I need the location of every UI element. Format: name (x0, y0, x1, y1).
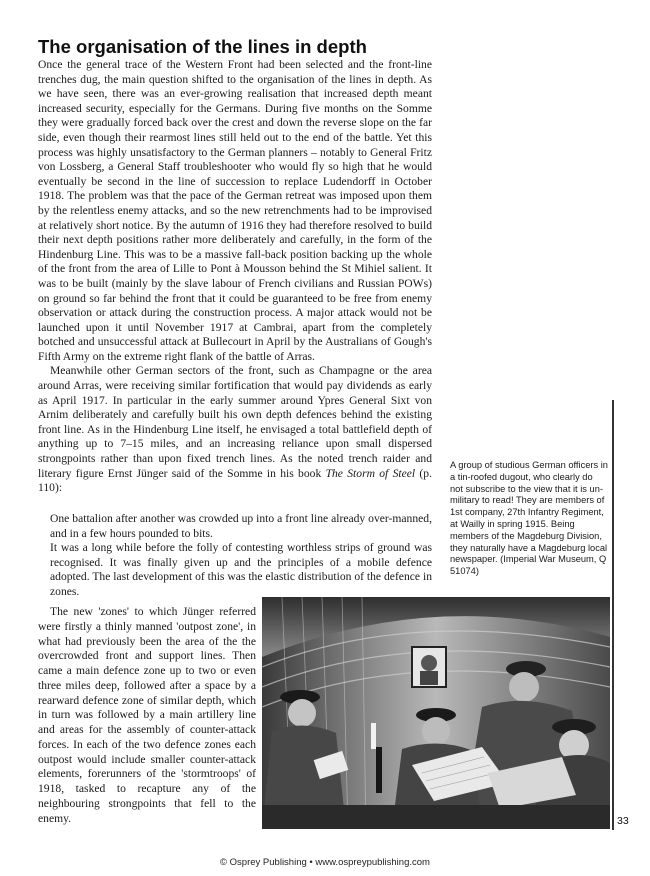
book-reference: (p. 110): (38, 466, 432, 495)
photo-illustration (262, 597, 610, 829)
block-quote (50, 512, 432, 600)
quote-paragraph-1: One battalion after another was crowded up into a front line already over-manned, and in a few hours pounded to bits. (50, 512, 432, 540)
photo-caption: A group of studious German officers in a tin-roofed dugout, who clearly do not subscribe to the view that it is un-military to read! They are members of 1st company, 27th Infantry Regiment, at Wailly in spring 1915. Being members of the Magdeburg Division, they naturally have a Magdeburg local newspaper. (Imperial War Museum, Q 51074) (450, 460, 608, 577)
quote-paragraph-2: It was a long while before the folly of contesting worthless strips of ground was recognised. It was finally given up and the principles of a mobile defence adopted. The last development of this was the elastic distribution of the defence in zones. (50, 541, 432, 598)
dugout-photograph (262, 597, 610, 829)
margin-rule (612, 400, 614, 830)
paragraph-2 (38, 364, 432, 495)
section-heading: The organisation of the lines in depth (38, 36, 367, 57)
lower-text-column (38, 605, 256, 826)
publisher-footer: © Osprey Publishing • www.ospreypublishing.com (220, 857, 430, 868)
zones-paragraph: The new 'zones' to which Jünger referred were firstly a thinly manned 'outpost zone', in what had previously been the area of the the overcrowded front and support lines. Then came a main defence zone up to two or even three miles deep, followed after a space by a rearward defence zone of similar depth, which in turn was followed by a main artillery line and areas for the assembly of counter-attack forces. In each of the two defence zones each outpost would include smaller counter-attack elements, forerunners of the 'stormtroops' of 1918, tasked to recapture any of the neighbouring strongpoints that fell to the enemy. (38, 605, 256, 825)
page-number: 33 (617, 815, 629, 827)
paragraph-2-text: Meanwhile other German sectors of the front, such as Champagne or the area around Arras, were receiving similar fortification that would pay dividends as early as April 1917. In particular in the early summer around Ypres General Sixt von Arnim deliberately and carefully built his own depth defences behind the existing front line. As in the Hindenburg Line itself, he envisaged a total battlefield depth of anything up to 7–15 miles, and an increasing reliance upon small dispersed strongpoints rather than upon fixed trench lines. As the noted trench raider and literary figure Ernst Jünger said of the Somme in his book (38, 364, 432, 480)
main-text-column (38, 58, 432, 496)
book-title: The Storm of Steel (325, 466, 416, 480)
paragraph-1: Once the general trace of the Western Front had been selected and the front-line trenches dug, the main question shifted to the organisation of the lines in depth. As we have seen, there was an ever-growing realisation that increased depth meant increased security, especially for the Germans. During five months on the Somme they were gradually forced back over the crest and down the reverse slope on the far side, even though their rearmost lines still held out to the end of the battle. Yet this process was highly unsatisfactory to the German planners – notably to General Fritz von Lossberg, a General Staff troubleshooter who would fly so high that he would eventually be second in the line of succession to replace Ludendorff in October 1918. The problem was that the pace of the German retreat was imposed upon them by the relentless enemy attacks, and so the new retrenchments had to be improvised at relatively short notice. By the autumn of 1916 they had therefore resolved to build their next depth positions rather more deliberately and carefully, in the form of the Hindenburg Line. This was to be a massive fall-back position backing up the whole of the front from the area of Lille to Pont à Mousson behind the St Mihiel salient. It was to be built (mainly by the slave labour of French civilians and Russian POWs) on ground so far behind the front that it could be guaranteed to be free from enemy observation or attack during the construction process. A major attack would not be launched upon it until November 1917 at Cambrai, apart from the completely botched and unsuccessful attack at Bullecourt in April by the Australians of Gough's Fifth Army on the extreme right flank of the battle of Arras. (38, 58, 432, 363)
